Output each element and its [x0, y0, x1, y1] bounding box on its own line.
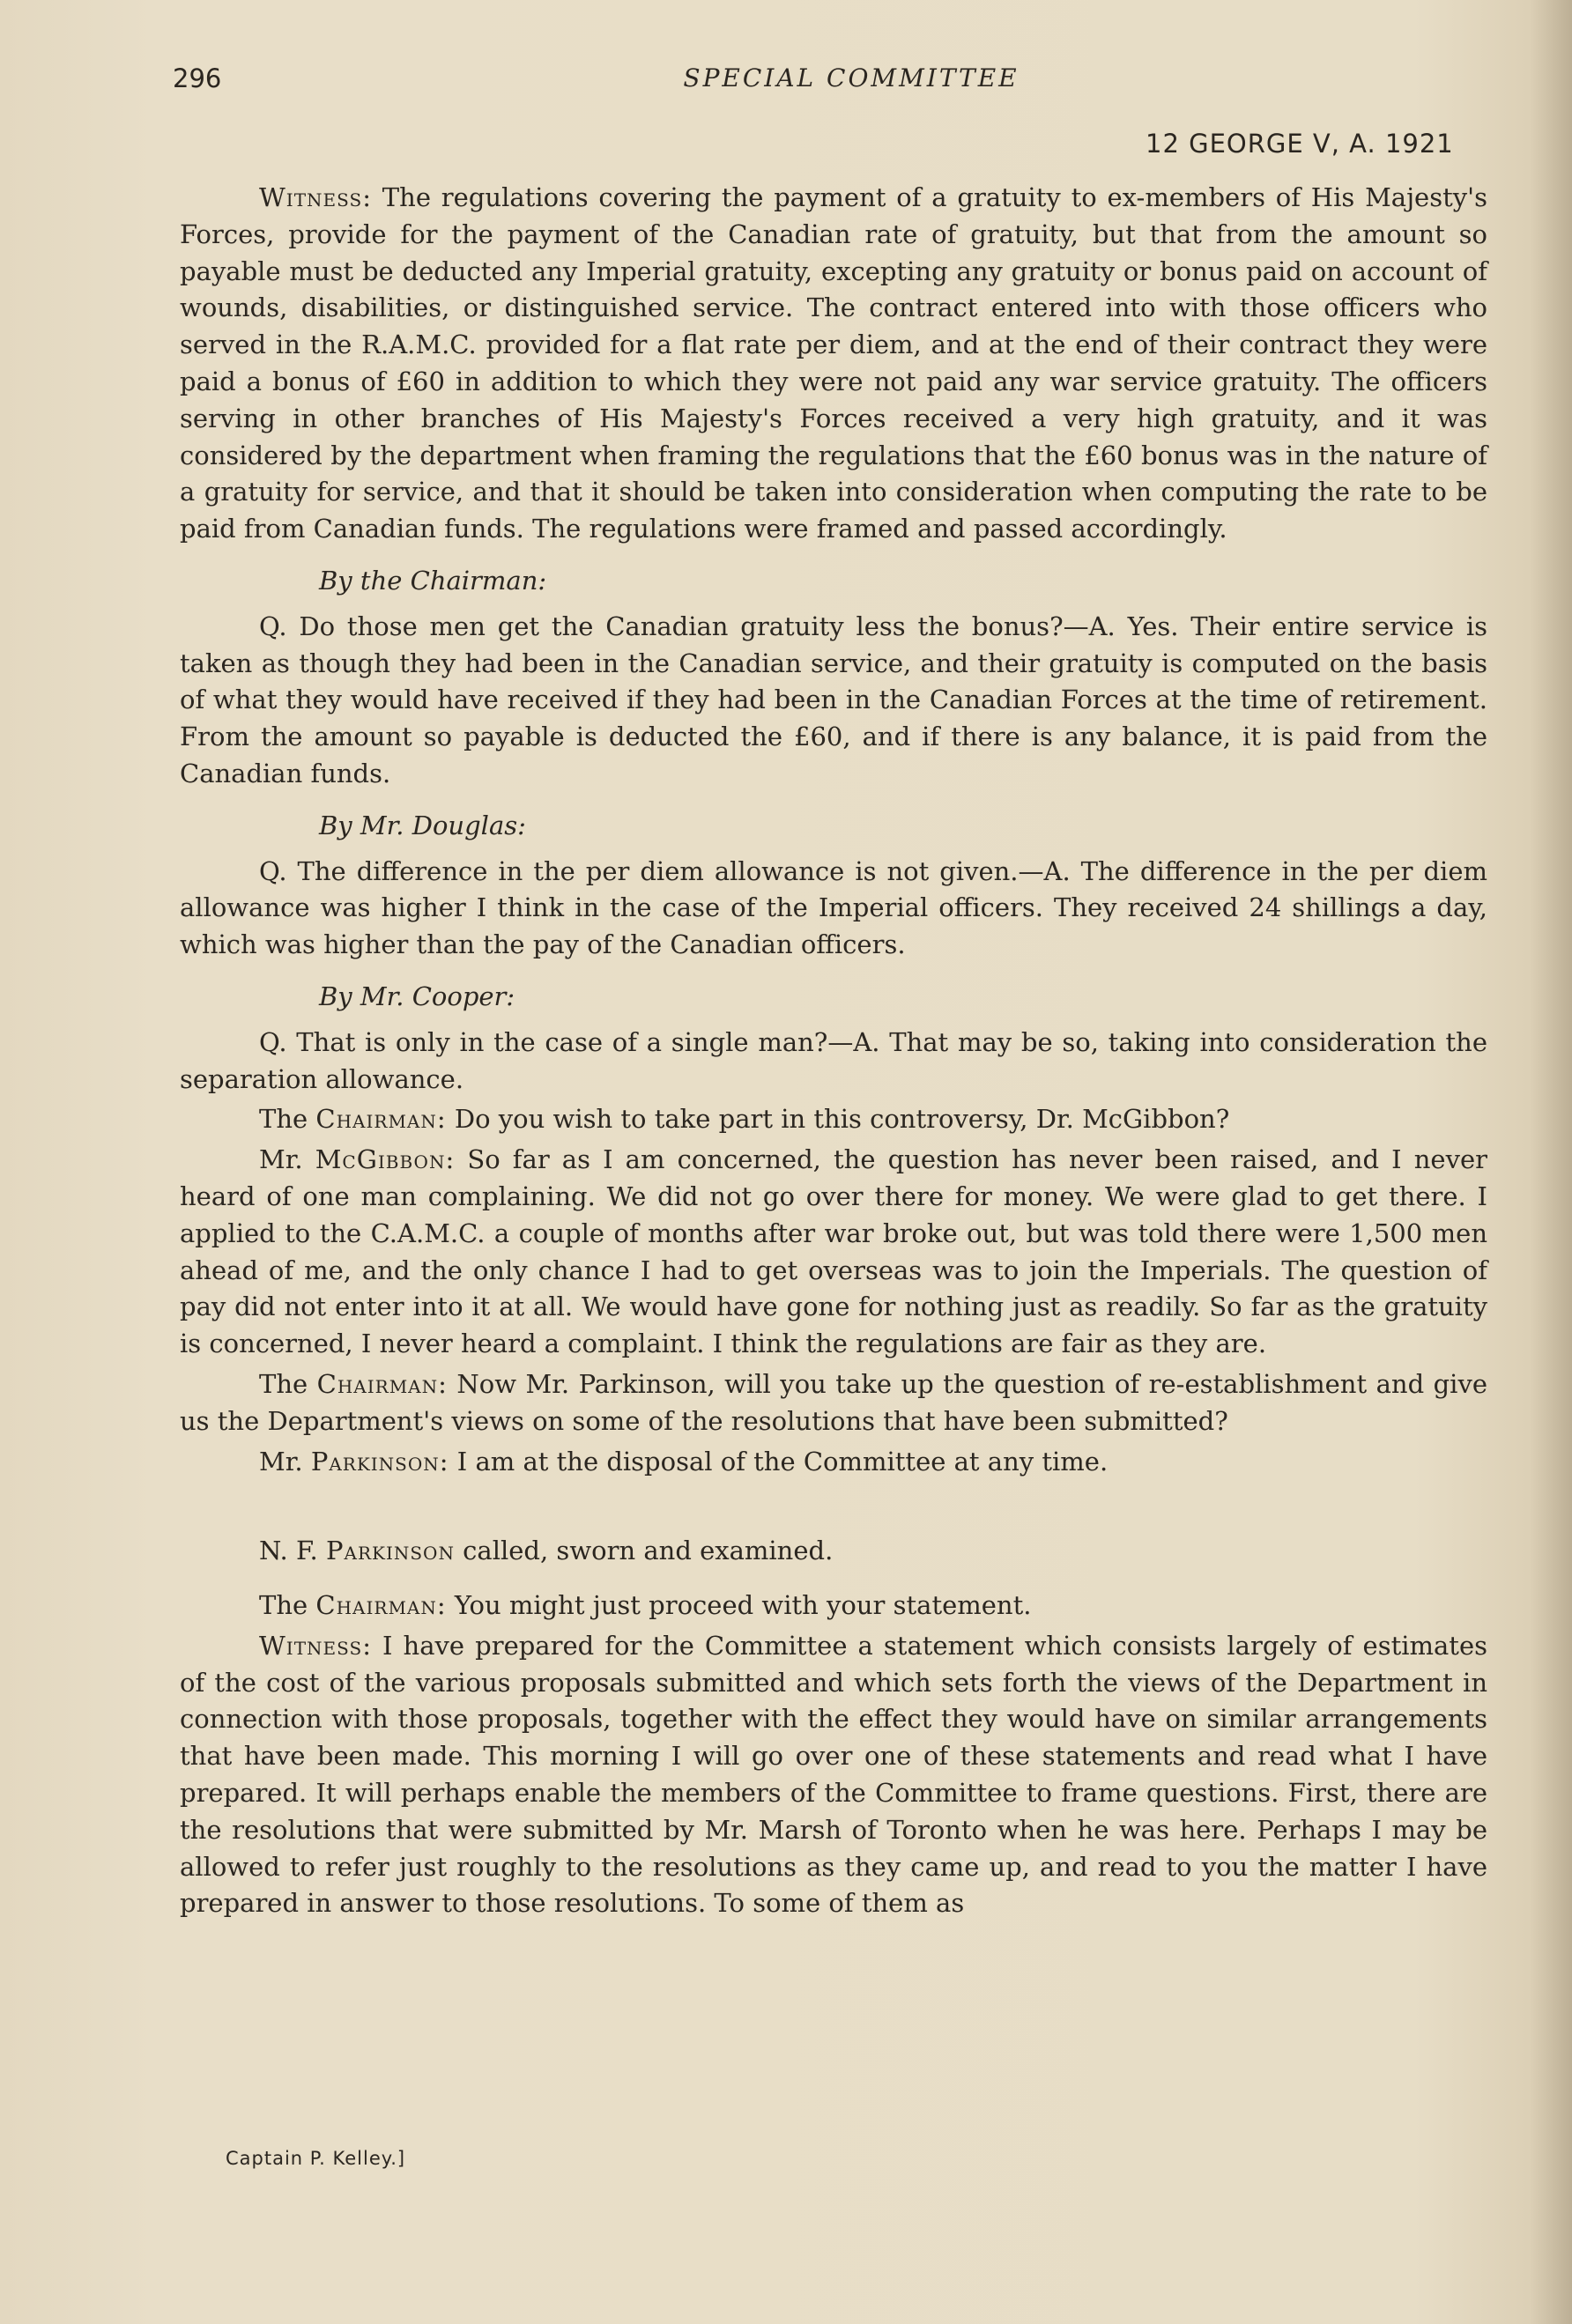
volume-reference: 12 GEORGE V, A. 1921: [1146, 129, 1454, 159]
paragraph-text: So far as I am concerned, the question has never been raised, and I never heard of one man complaining. We did not go over there for money. We were glad to get there. I applied to the C.A.M.C. a couple of months after war broke out, but was told there were 1,500 men ahead of me, and the only chance I had to get overseas was to join the Imperials. The question of pay did not enter into it at all. We would have gone for nothing just as readily. So far as the gratuity is concerned, I never heard a complaint. I think the regulations are fair as they are.: [180, 1144, 1487, 1359]
running-title: SPECIAL COMMITTEE: [683, 63, 1020, 93]
page-number: 296: [173, 63, 222, 93]
paragraph-qa-1: [180, 609, 1487, 793]
speaker-label: Witness:: [259, 182, 372, 212]
paragraph-text: The regulations covering the payment of a gratuity to ex-members of His Majesty's Forces, provide for the payment of the Canadian rate of gratuity, but that from the amount so payable must be deducted any Imperial gratuity, excepting any gratuity or bonus paid on account of wounds, disabilities, or distinguished service. The contract entered into with those officers who served in the R.A.M.C. provided for a flat rate per diem, and at the end of their contract they were paid a bonus of £60 in addition to which they were not paid any war service gratuity. The officers serving in other branches of His Majesty's Forces received a very high gratuity, and it was considered by the department when framing the regulations that the £60 bonus was in the nature of a gratuity for service, and that it should be taken into consideration when computing the rate to be paid from Canadian funds. The regulations were framed and passed accordingly.: [180, 182, 1487, 544]
paragraph-chairman-2: [180, 1366, 1487, 1440]
paragraph-witness-called: [180, 1533, 1487, 1570]
paragraph-mcgibbon: [180, 1142, 1487, 1363]
paragraph-qa-2: [180, 854, 1487, 964]
speaker-label: Chairman:: [315, 1104, 447, 1135]
paragraph-text: Q. Do those men get the Canadian gratuity less the bonus?—A. Yes. Their entire service is taken as though they had been in the Canadian service, and their gratuity is computed on the basis of what they would have received if they had been in the Canadian Forces at the time of retirement. From the amount so payable is deducted the £60, and if there is any balance, it is paid from the Canadian funds.: [180, 611, 1487, 788]
paragraph-text: I have prepared for the Committee a statement which consists largely of estimates of the cost of the various proposals submitted and which sets forth the views of the Department in connection with those proposals, together with the effect they would have on similar arrangements that have been made. This morning I will go over one of these statements and read what I have prepared. It will perhaps enable the members of the Committee to frame questions. First, there are the resolutions that were submitted by Mr. Marsh of Toronto when he was here. Perhaps I may be allowed to refer just roughly to the resolutions as they came up, and read to you the matter I have prepared in answer to those resolutions. To some of them as: [180, 1630, 1487, 1919]
paragraph-text: Now Mr. Parkinson, will you take up the question of re-establishment and give us the Department's views on some of the resolutions that have been submitted?: [180, 1368, 1487, 1436]
speaker-label: Chairman:: [315, 1590, 447, 1621]
paragraph-qa-3: [180, 1025, 1487, 1099]
page-edge-shadow: [1530, 0, 1572, 2324]
subhead-by-douglas: By Mr. Douglas:: [319, 810, 526, 840]
paragraph-parkinson: [180, 1444, 1487, 1481]
speaker-prefix: The: [259, 1104, 316, 1135]
document-body: [180, 180, 1487, 1922]
paragraph-text: You might just proceed with your statement.: [446, 1590, 1032, 1621]
paragraph-chairman-3: [180, 1588, 1487, 1625]
footer-note: Captain P. Kelley.]: [226, 2148, 406, 2169]
paragraph-text: called, sworn and examined.: [454, 1536, 834, 1566]
paragraph-witness-2: [180, 1628, 1487, 1922]
page-header: [173, 63, 1494, 99]
paragraph-chairman-1: [180, 1101, 1487, 1138]
speaker-prefix: Mr.: [259, 1446, 311, 1477]
speaker-prefix: Mr.: [259, 1144, 315, 1175]
speaker-prefix: The: [259, 1368, 317, 1399]
speaker-prefix: N. F.: [259, 1536, 326, 1566]
speaker-label: Parkinson: [326, 1536, 455, 1566]
speaker-label: McGibbon:: [315, 1144, 456, 1175]
paragraph-text: Do you wish to take part in this controversy, Dr. McGibbon?: [446, 1104, 1230, 1135]
paragraph-witness-1: [180, 180, 1487, 548]
subhead-by-cooper: By Mr. Cooper:: [319, 981, 515, 1011]
subhead-by-chairman: By the Chairman:: [319, 565, 547, 596]
speaker-label: Parkinson:: [310, 1446, 449, 1477]
paragraph-text: Q. The difference in the per diem allowance is not given.—A. The difference in the per diem allowance was higher I think in the case of the Imperial officers. They received 24 shillings a day, which was higher than the pay of the Canadian officers.: [180, 855, 1487, 960]
paragraph-text: Q. That is only in the case of a single man?—A. That may be so, taking into consideration the separation allowance.: [180, 1026, 1487, 1094]
speaker-label: Witness:: [259, 1630, 372, 1661]
paragraph-text: I am at the disposal of the Committee at any time.: [449, 1446, 1109, 1477]
speaker-label: Chairman:: [316, 1368, 448, 1399]
speaker-prefix: The: [259, 1590, 316, 1621]
